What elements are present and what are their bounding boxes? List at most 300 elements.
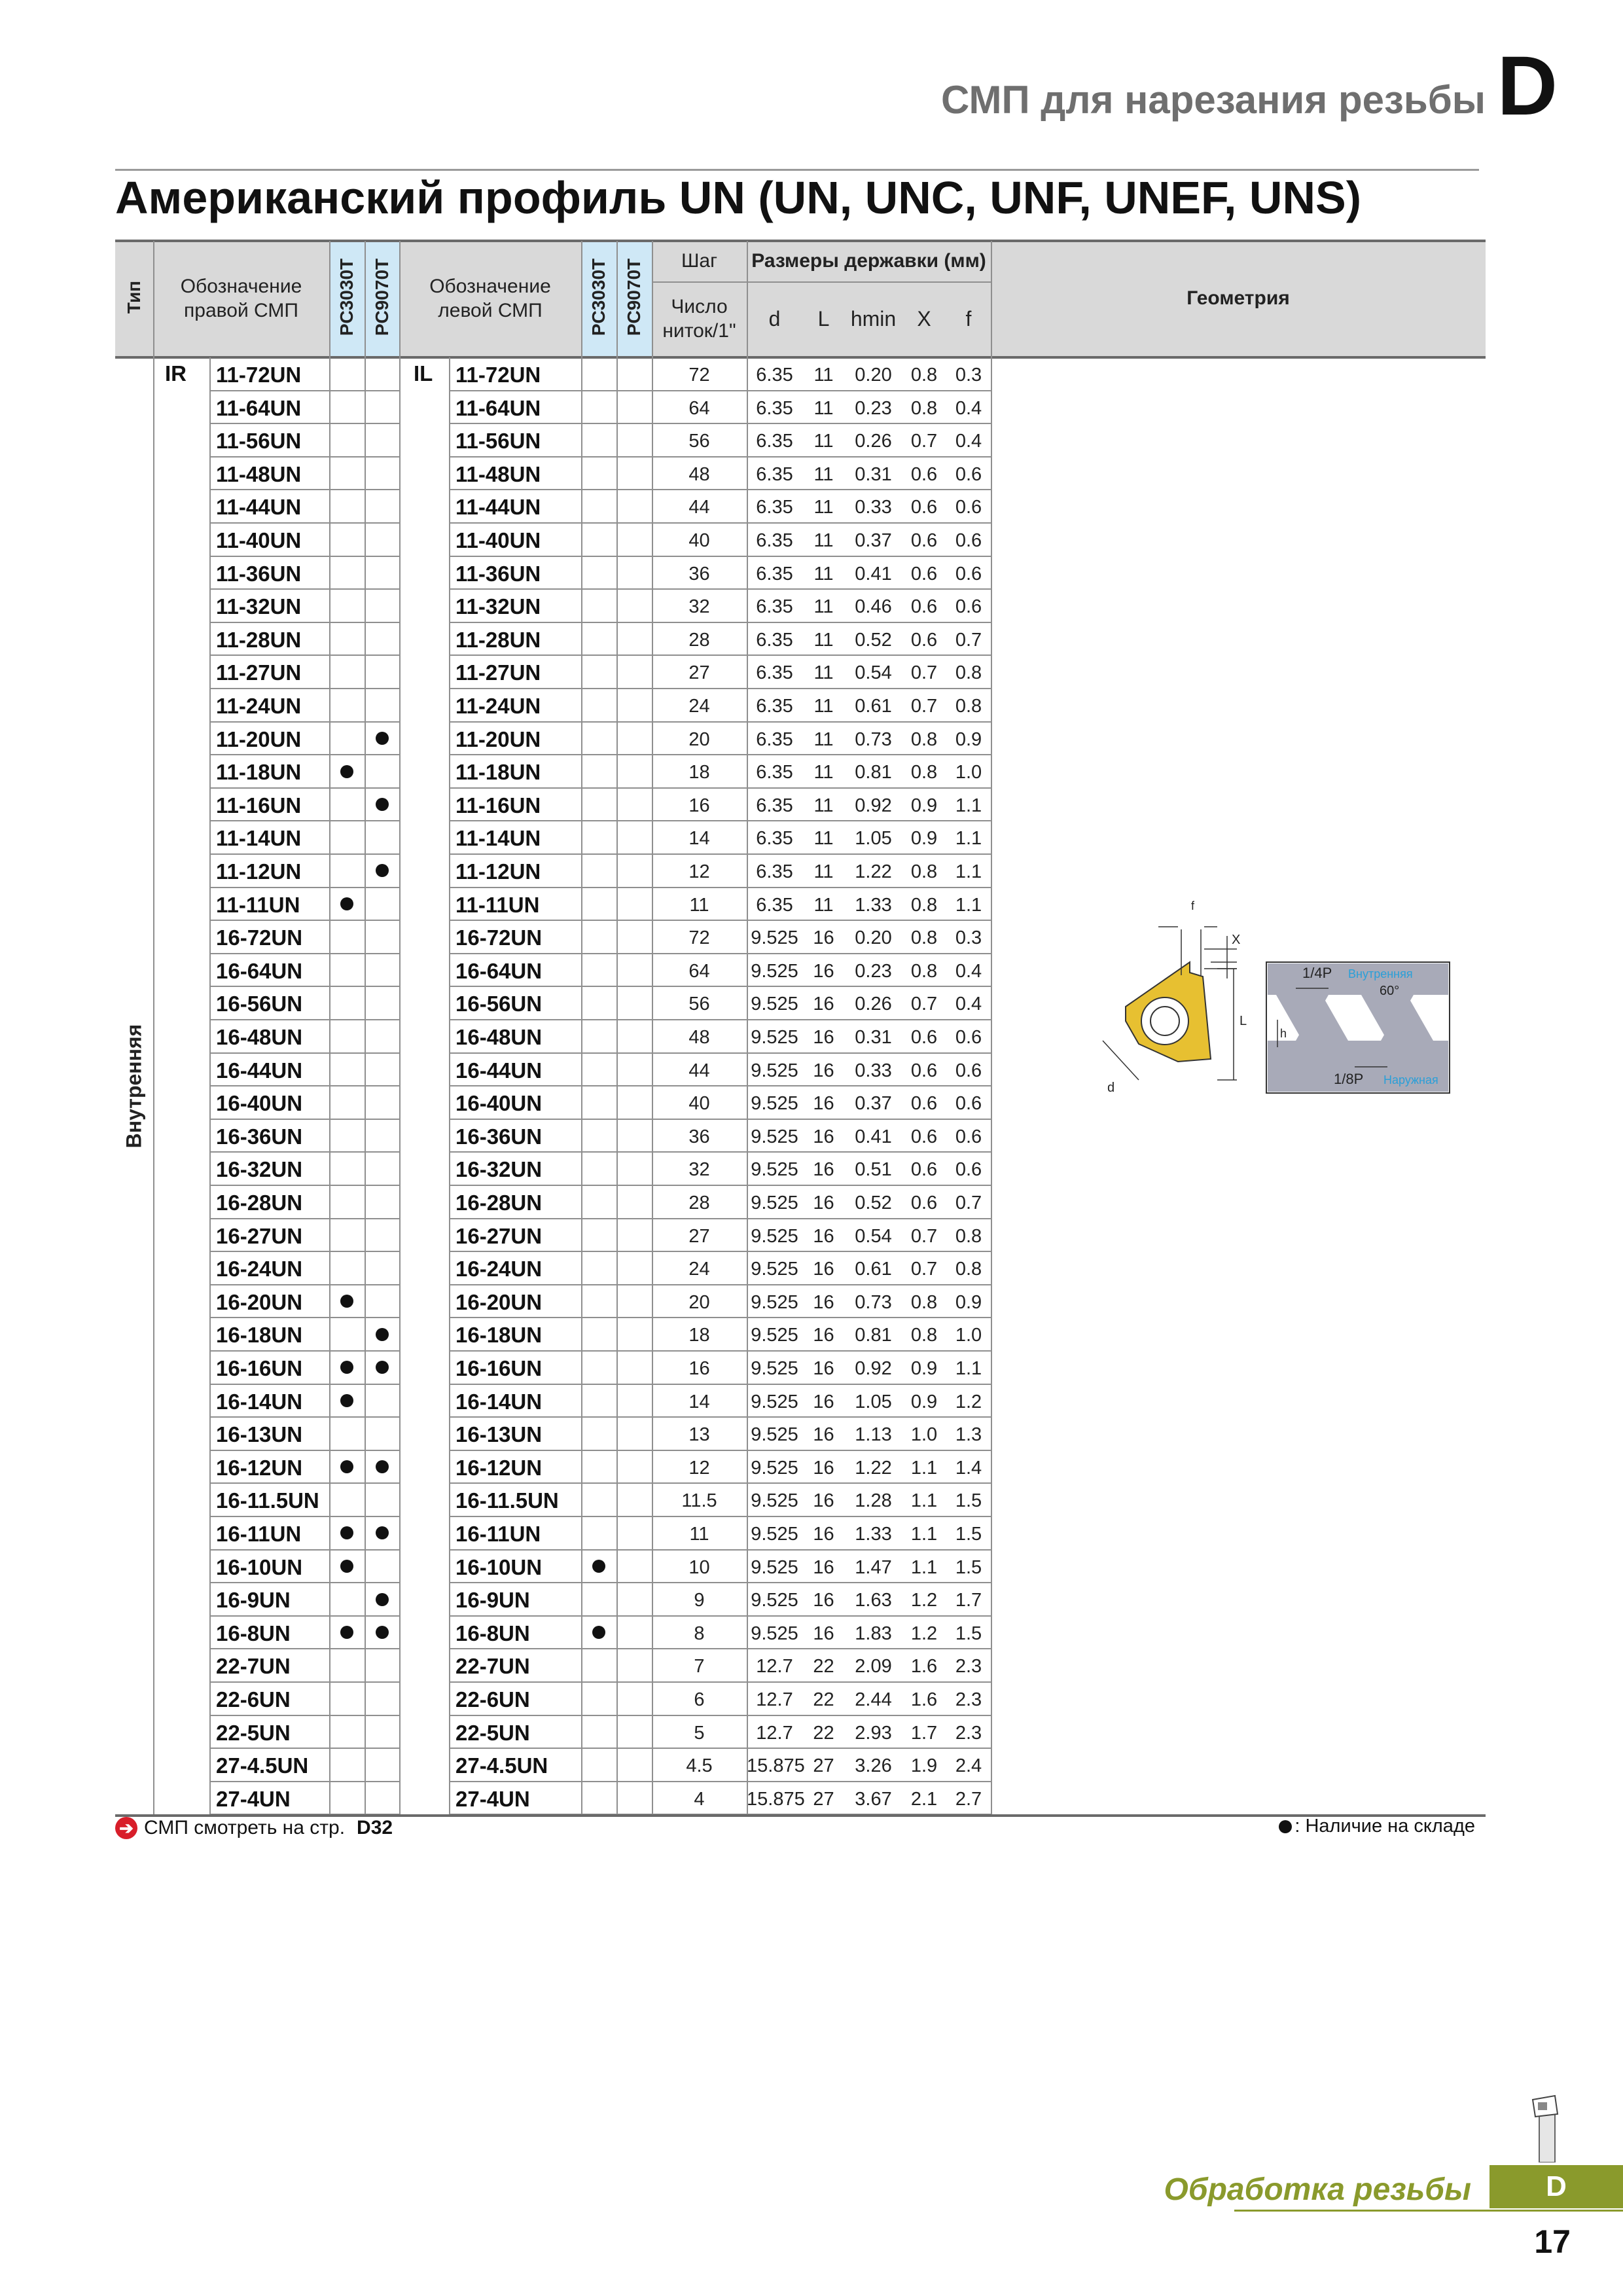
left-designation[interactable]: 16-13UN: [455, 1422, 543, 1447]
left-designation[interactable]: 16-28UN: [455, 1191, 543, 1215]
left-designation[interactable]: 11-44UN: [455, 495, 541, 520]
left-designation[interactable]: 16-27UN: [455, 1223, 543, 1248]
cell-threads: 14: [688, 828, 710, 850]
cell-h: 0.23: [855, 960, 892, 982]
right-designation[interactable]: 16-8UN: [216, 1621, 291, 1645]
cell-L: 22: [813, 1656, 834, 1677]
stock-dot: [376, 1361, 389, 1374]
left-insert-code: IL: [414, 361, 433, 386]
cell-threads: 64: [688, 397, 710, 419]
table-row-rule: [450, 1549, 991, 1551]
cell-h: 2.93: [855, 1722, 892, 1744]
left-designation[interactable]: 16-11.5UN: [455, 1488, 559, 1513]
see-page-text: СМП смотреть на стр.: [144, 1817, 346, 1839]
cell-threads: 14: [688, 1391, 710, 1412]
cell-threads: 13: [688, 1424, 710, 1446]
table-row-rule: [211, 853, 399, 855]
cell-d: 9.525: [751, 1259, 798, 1280]
stock-dot: [376, 1328, 389, 1341]
cell-d: 6.35: [756, 795, 793, 816]
cell-threads: 11: [689, 894, 709, 916]
cell-h: 1.13: [855, 1424, 892, 1446]
stock-dot-icon: [1279, 1820, 1292, 1833]
left-designation[interactable]: 11-24UN: [455, 694, 541, 718]
cell-h: 0.26: [855, 431, 892, 452]
left-designation[interactable]: 16-24UN: [455, 1257, 543, 1282]
right-designation[interactable]: 11-18UN: [216, 760, 302, 785]
cell-L: 11: [813, 894, 834, 916]
cell-f: 0.7: [955, 1193, 982, 1213]
see-page-ref[interactable]: D32: [357, 1817, 393, 1839]
chapter-tab[interactable]: D: [1489, 2165, 1623, 2208]
cell-threads: 40: [688, 1093, 710, 1115]
table-row-rule: [211, 1516, 399, 1517]
col-d-header: d: [768, 307, 781, 331]
right-designation[interactable]: 11-24UN: [216, 694, 302, 718]
right-designation[interactable]: 27-4.5UN: [216, 1753, 309, 1778]
cell-x: 0.8: [910, 960, 938, 982]
right-designation[interactable]: 16-64UN: [216, 958, 303, 983]
left-designation[interactable]: 27-4.5UN: [455, 1753, 548, 1778]
cell-L: 11: [813, 861, 834, 882]
dim-x-label: X: [1232, 933, 1241, 947]
cell-x: 1.2: [910, 1623, 938, 1644]
cell-x: 0.6: [910, 1126, 938, 1147]
cell-d: 9.525: [751, 1027, 798, 1048]
table-row-rule: [450, 522, 991, 524]
cell-h: 0.61: [855, 696, 892, 717]
left-designation[interactable]: 16-18UN: [455, 1323, 543, 1348]
table-row-rule: [211, 1582, 399, 1583]
left-designation[interactable]: 11-72UN: [455, 363, 541, 387]
right-designation[interactable]: 16-16UN: [216, 1356, 303, 1380]
cell-d: 6.35: [756, 728, 793, 750]
right-designation[interactable]: 16-40UN: [216, 1091, 303, 1116]
cell-L: 11: [813, 795, 834, 816]
left-designation[interactable]: 16-16UN: [455, 1356, 543, 1380]
tool-holder-icon: [1529, 2094, 1565, 2162]
cell-f: 0.6: [955, 1060, 982, 1081]
cell-threads: 11.5: [681, 1490, 717, 1512]
type-label: Внутренняя: [122, 1024, 146, 1149]
left-designation[interactable]: 11-36UN: [455, 561, 541, 586]
cell-f: 0.4: [955, 431, 982, 452]
table-vline: [365, 241, 366, 1814]
table-row-rule: [450, 1781, 991, 1782]
table-vline: [329, 241, 330, 1814]
cell-threads: 44: [688, 1060, 710, 1081]
cell-d: 9.525: [751, 1193, 798, 1213]
cell-d: 6.35: [756, 397, 793, 419]
right-designation[interactable]: 16-12UN: [216, 1455, 303, 1480]
cell-x: 0.6: [910, 530, 938, 551]
cell-x: 0.7: [910, 1259, 938, 1280]
cell-threads: 16: [688, 795, 710, 816]
right-designation[interactable]: 27-4UN: [216, 1786, 291, 1811]
cell-f: 0.6: [955, 1093, 982, 1115]
cell-threads: 24: [688, 1259, 710, 1280]
right-designation[interactable]: 22-7UN: [216, 1654, 291, 1679]
section-title: СМП для нарезания резьбы: [940, 78, 1486, 122]
left-designation[interactable]: 11-28UN: [455, 627, 541, 652]
cell-x: 1.1: [910, 1490, 938, 1512]
cell-L: 27: [813, 1788, 834, 1810]
right-designation[interactable]: 16-27UN: [216, 1223, 303, 1248]
table-row-rule: [211, 1681, 399, 1683]
right-designation[interactable]: 16-20UN: [216, 1289, 303, 1314]
cell-threads: 6: [694, 1689, 705, 1710]
right-designation[interactable]: 11-44UN: [216, 495, 302, 520]
cell-L: 11: [813, 563, 834, 584]
cell-L: 27: [813, 1755, 834, 1777]
cell-d: 9.525: [751, 1358, 798, 1379]
cell-f: 0.4: [955, 994, 982, 1015]
table-row-rule: [450, 1516, 991, 1517]
right-designation[interactable]: 11-48UN: [216, 461, 302, 486]
table-vline: [991, 241, 992, 1814]
header-mid-rule: [652, 281, 991, 283]
cell-x: 0.8: [910, 927, 938, 949]
right-designation[interactable]: 16-18UN: [216, 1323, 303, 1348]
cell-h: 1.05: [855, 828, 892, 850]
cell-L: 16: [813, 994, 834, 1015]
table-row-rule: [211, 1052, 399, 1054]
cell-d: 9.525: [751, 1457, 798, 1479]
table-row-rule: [450, 1582, 991, 1583]
col-grade2-left-header: PC9070T: [624, 258, 644, 336]
cell-L: 16: [813, 960, 834, 982]
col-grade1-right-header: PC3030T: [336, 258, 357, 336]
right-designation[interactable]: 16-11UN: [216, 1522, 302, 1546]
cell-f: 0.8: [955, 1259, 982, 1280]
col-f-header: f: [965, 307, 972, 331]
right-designation[interactable]: 16-44UN: [216, 1058, 303, 1083]
cell-f: 0.3: [955, 927, 982, 949]
left-designation[interactable]: 11-16UN: [455, 793, 541, 817]
col-L-header: L: [817, 307, 830, 331]
cell-h: 0.23: [855, 397, 892, 419]
left-designation[interactable]: 22-5UN: [455, 1720, 530, 1745]
left-designation[interactable]: 16-44UN: [455, 1058, 543, 1083]
table-row-rule: [211, 1549, 399, 1551]
table-row-rule: [450, 1085, 991, 1086]
table-row-rule: [211, 390, 399, 391]
right-designation[interactable]: 16-48UN: [216, 1025, 303, 1049]
table-row-rule: [211, 1151, 399, 1153]
right-designation[interactable]: 16-24UN: [216, 1257, 303, 1282]
cell-threads: 16: [688, 1358, 710, 1379]
cell-x: 0.7: [910, 662, 938, 684]
left-designation[interactable]: 11-48UN: [455, 461, 541, 486]
table-vline: [581, 241, 582, 1814]
left-designation[interactable]: 16-64UN: [455, 958, 543, 983]
stock-dot: [340, 1361, 353, 1374]
cell-d: 9.525: [751, 1391, 798, 1412]
stock-dot: [376, 1626, 389, 1639]
cell-L: 16: [813, 1060, 834, 1081]
cell-L: 16: [813, 1291, 834, 1313]
cell-d: 9.525: [751, 1590, 798, 1611]
right-designation[interactable]: 11-20UN: [216, 726, 302, 751]
chapter-rule: [1234, 2210, 1623, 2212]
table-row-rule: [450, 1416, 991, 1418]
table-row-rule: [211, 622, 399, 623]
cell-x: 0.6: [910, 463, 938, 485]
cell-threads: 18: [688, 1325, 710, 1346]
col-type-header: Тип: [124, 280, 144, 314]
left-designation[interactable]: 16-40UN: [455, 1091, 543, 1116]
cell-threads: 12: [688, 1457, 710, 1479]
cell-threads: 27: [688, 662, 710, 684]
stock-dot: [340, 1626, 353, 1639]
cell-f: 0.6: [955, 1159, 982, 1181]
cell-threads: 8: [694, 1623, 705, 1644]
table-vline: [153, 241, 154, 1814]
right-designation[interactable]: 11-11UN: [216, 892, 300, 917]
cell-x: 0.8: [910, 1291, 938, 1313]
table-row-rule: [211, 655, 399, 656]
left-designation[interactable]: 16-12UN: [455, 1455, 543, 1480]
right-designation[interactable]: 22-5UN: [216, 1720, 291, 1745]
left-designation[interactable]: 11-12UN: [455, 859, 541, 884]
table-row-rule: [211, 953, 399, 954]
cell-L: 16: [813, 1524, 834, 1545]
left-designation[interactable]: 16-11UN: [455, 1522, 541, 1546]
cell-f: 1.1: [955, 894, 982, 916]
right-designation[interactable]: 16-72UN: [216, 925, 303, 950]
left-designation[interactable]: 11-14UN: [455, 826, 541, 851]
right-designation[interactable]: 11-40UN: [216, 528, 302, 552]
right-insert-code: IR: [165, 361, 187, 386]
cell-L: 11: [813, 828, 834, 850]
cell-h: 1.05: [855, 1391, 892, 1412]
cell-threads: 56: [688, 431, 710, 452]
cell-threads: 28: [688, 1193, 710, 1213]
cell-L: 16: [813, 1259, 834, 1280]
right-designation[interactable]: 16-32UN: [216, 1157, 303, 1182]
cell-d: 6.35: [756, 861, 793, 882]
cell-threads: 72: [688, 927, 710, 949]
dim-f-label: f: [1191, 899, 1195, 912]
cell-f: 0.9: [955, 1291, 982, 1313]
table-row-rule: [211, 1119, 399, 1120]
right-designation[interactable]: 16-11.5UN: [216, 1488, 319, 1513]
cell-threads: 4: [694, 1788, 705, 1810]
table-row-rule: [450, 1681, 991, 1683]
table-row-rule: [211, 556, 399, 557]
cell-h: 0.52: [855, 1193, 892, 1213]
left-designation[interactable]: 22-6UN: [455, 1687, 530, 1712]
cell-x: 0.9: [910, 1358, 938, 1379]
table-row-rule: [450, 1350, 991, 1352]
right-designation[interactable]: 11-32UN: [216, 594, 302, 619]
cell-h: 0.73: [855, 1291, 892, 1313]
right-designation[interactable]: 11-72UN: [216, 363, 302, 387]
right-designation[interactable]: 22-6UN: [216, 1687, 291, 1712]
table-row-rule: [450, 754, 991, 755]
table-row-rule: [450, 887, 991, 888]
left-designation[interactable]: 16-20UN: [455, 1289, 543, 1314]
left-designation[interactable]: 16-36UN: [455, 1124, 543, 1149]
page-number: 17: [1534, 2223, 1571, 2260]
section-letter: D: [1497, 39, 1558, 133]
cell-L: 16: [813, 1193, 834, 1213]
left-designation[interactable]: 16-10UN: [455, 1554, 543, 1579]
stock-dot: [340, 1295, 353, 1308]
cell-x: 0.6: [910, 1193, 938, 1213]
left-designation[interactable]: 11-27UN: [455, 660, 541, 685]
left-designation[interactable]: 27-4UN: [455, 1786, 530, 1811]
cell-f: 2.3: [955, 1656, 982, 1677]
cell-f: 1.0: [955, 762, 982, 783]
col-right-designation-header: Обозначение правой СМП: [180, 275, 302, 321]
cell-f: 1.2: [955, 1391, 982, 1412]
cell-d: 6.35: [756, 629, 793, 651]
right-designation[interactable]: 11-56UN: [216, 429, 302, 454]
right-designation[interactable]: 11-14UN: [216, 826, 302, 851]
table-row-rule: [211, 1384, 399, 1385]
cell-h: 0.51: [855, 1159, 892, 1181]
cell-d: 6.35: [756, 563, 793, 584]
cell-d: 9.525: [751, 1424, 798, 1446]
col-left-designation-header: Обозначение левой СМП: [429, 275, 551, 321]
cell-threads: 36: [688, 1126, 710, 1147]
cell-L: 11: [813, 530, 834, 551]
left-designation[interactable]: 11-18UN: [455, 760, 541, 785]
right-designation[interactable]: 11-12UN: [216, 859, 302, 884]
col-h-header: hmin: [850, 307, 897, 331]
cell-x: 0.8: [910, 365, 938, 386]
table-row-rule: [450, 1482, 991, 1484]
stock-dot: [340, 1560, 353, 1573]
right-designation[interactable]: 16-13UN: [216, 1422, 303, 1447]
cell-threads: 56: [688, 994, 710, 1015]
cell-f: 0.6: [955, 530, 982, 551]
cell-f: 0.4: [955, 397, 982, 419]
left-designation[interactable]: 16-56UN: [455, 992, 543, 1016]
table-row-rule: [211, 1482, 399, 1484]
cell-d: 12.7: [756, 1722, 793, 1744]
left-designation[interactable]: 11-40UN: [455, 528, 541, 552]
angle-label: 60°: [1380, 984, 1400, 998]
cell-x: 0.8: [910, 861, 938, 882]
left-designation[interactable]: 11-11UN: [455, 892, 540, 917]
right-designation[interactable]: 16-9UN: [216, 1588, 291, 1613]
cell-f: 0.9: [955, 728, 982, 750]
table-row-rule: [450, 1317, 991, 1318]
cell-threads: 64: [688, 960, 710, 982]
cell-x: 0.6: [910, 1027, 938, 1048]
right-designation[interactable]: 11-64UN: [216, 395, 302, 420]
cell-x: 1.2: [910, 1590, 938, 1611]
cell-f: 2.3: [955, 1722, 982, 1744]
stock-dot: [592, 1626, 605, 1639]
cell-d: 6.35: [756, 530, 793, 551]
stock-dot: [376, 1460, 389, 1473]
left-designation[interactable]: 16-14UN: [455, 1389, 543, 1414]
left-designation[interactable]: 16-8UN: [455, 1621, 530, 1645]
left-designation[interactable]: 16-32UN: [455, 1157, 543, 1182]
cell-threads: 4.5: [686, 1755, 713, 1777]
cell-d: 12.7: [756, 1656, 793, 1677]
left-designation[interactable]: 11-20UN: [455, 726, 541, 751]
cell-h: 0.92: [855, 795, 892, 816]
right-designation[interactable]: 16-14UN: [216, 1389, 303, 1414]
cell-h: 0.54: [855, 662, 892, 684]
table-row-rule: [211, 1317, 399, 1318]
cell-threads: 18: [688, 762, 710, 783]
left-designation[interactable]: 16-9UN: [455, 1588, 530, 1613]
cell-h: 0.31: [855, 1027, 892, 1048]
table-row-rule: [450, 456, 991, 457]
cell-d: 9.525: [751, 1060, 798, 1081]
table-row-rule: [211, 787, 399, 789]
left-designation[interactable]: 16-48UN: [455, 1025, 543, 1049]
cell-L: 16: [813, 1358, 834, 1379]
table-row-rule: [450, 1185, 991, 1186]
cell-x: 2.1: [910, 1788, 938, 1810]
cell-d: 6.35: [756, 497, 793, 518]
cell-L: 16: [813, 1027, 834, 1048]
table-row-rule: [211, 986, 399, 987]
right-designation[interactable]: 16-10UN: [216, 1554, 303, 1579]
right-designation[interactable]: 11-28UN: [216, 627, 302, 652]
table-vline: [616, 241, 618, 1814]
right-designation[interactable]: 11-36UN: [216, 561, 302, 586]
dim-h-label: h: [1280, 1027, 1287, 1040]
table-row-rule: [450, 622, 991, 623]
table-row-rule: [450, 1218, 991, 1219]
cell-d: 15.875: [747, 1755, 805, 1777]
cell-x: 1.1: [910, 1556, 938, 1578]
cell-d: 9.525: [751, 1159, 798, 1181]
cell-d: 9.525: [751, 927, 798, 949]
cell-x: 0.8: [910, 728, 938, 750]
cell-f: 1.5: [955, 1490, 982, 1512]
cell-L: 16: [813, 1126, 834, 1147]
right-designation[interactable]: 16-28UN: [216, 1191, 303, 1215]
cell-threads: 20: [688, 728, 710, 750]
left-designation[interactable]: 11-56UN: [455, 429, 541, 454]
right-designation[interactable]: 11-27UN: [216, 660, 302, 685]
table-row-rule: [450, 655, 991, 656]
cell-d: 6.35: [756, 828, 793, 850]
table-row-rule: [211, 522, 399, 524]
cell-d: 6.35: [756, 431, 793, 452]
cell-threads: 48: [688, 463, 710, 485]
left-designation[interactable]: 11-32UN: [455, 594, 541, 619]
table-row-rule: [211, 1748, 399, 1749]
cell-h: 0.81: [855, 762, 892, 783]
cell-h: 0.37: [855, 530, 892, 551]
table-row-rule: [450, 390, 991, 391]
left-designation[interactable]: 22-7UN: [455, 1654, 530, 1679]
cell-x: 0.7: [910, 1225, 938, 1247]
left-designation[interactable]: 16-72UN: [455, 925, 543, 950]
right-designation[interactable]: 11-16UN: [216, 793, 302, 817]
cell-h: 0.41: [855, 1126, 892, 1147]
cell-threads: 27: [688, 1225, 710, 1247]
cell-f: 1.3: [955, 1424, 982, 1446]
col-geometry-header: Геометрия: [1186, 287, 1290, 310]
col-holder-header: Размеры державки (мм): [751, 250, 986, 272]
cell-d: 6.35: [756, 696, 793, 717]
right-designation[interactable]: 16-36UN: [216, 1124, 303, 1149]
cell-f: 1.7: [955, 1590, 982, 1611]
left-designation[interactable]: 11-64UN: [455, 395, 541, 420]
right-designation[interactable]: 16-56UN: [216, 992, 303, 1016]
cell-h: 1.33: [855, 1524, 892, 1545]
